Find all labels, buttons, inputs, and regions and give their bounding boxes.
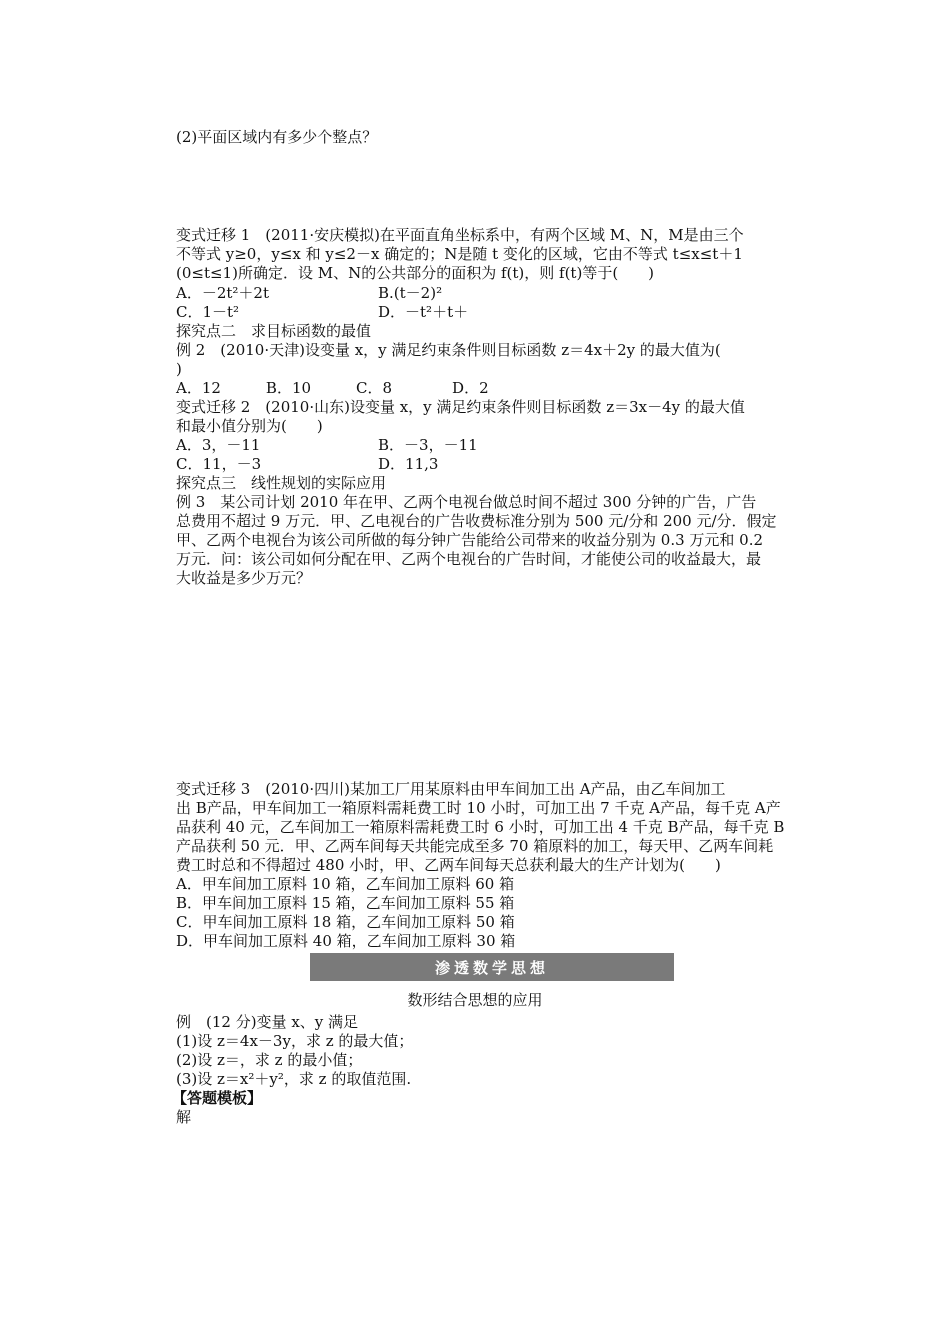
variant3-option-a: A．甲车间加工原料 10 箱，乙车间加工原料 60 箱 bbox=[176, 875, 515, 893]
variant1-option-b: B.(t－2)² bbox=[378, 284, 443, 302]
variant1-option-d: D．－t²＋t＋ bbox=[378, 303, 469, 321]
variant3-option-b: B．甲车间加工原料 15 箱，乙车间加工原料 55 箱 bbox=[176, 894, 515, 912]
variant3-line5: 费工时总和不得超过 480 小时，甲、乙两车间每天总获利最大的生产计划为( ) bbox=[176, 856, 721, 874]
variant3-line3: 品获利 40 元，乙车间加工一箱原料需耗费工时 6 小时，可加工出 4 千克 B产品，每千克 B bbox=[176, 818, 785, 836]
variant2-option-d: D．11,3 bbox=[378, 455, 439, 473]
example2-line2: ) bbox=[176, 360, 182, 378]
example3-line3: 甲、乙两个电视台为该公司所做的每分钟广告能给公司带来的收益分别为 0.3 万元和 0.2 bbox=[176, 531, 764, 549]
example3-line2: 总费用不超过 9 万元．甲、乙电视台的广告收费标准分别为 500 元/分和 200 元/分．假定 bbox=[176, 512, 777, 530]
example3-line5: 大收益是多少万元？ bbox=[176, 569, 312, 587]
variant1-line1: 变式迁移 1 (2011·安庆模拟)在平面直角坐标系中，有两个区域 M、N，M是由三个 bbox=[176, 226, 744, 244]
section-banner bbox=[310, 953, 674, 981]
variant3-option-d: D．甲车间加工原料 40 箱，乙车间加工原料 30 箱 bbox=[176, 932, 516, 950]
variant1-line3: (0≤t≤1)所确定．设 M、N的公共部分的面积为 f(t)，则 f(t)等于( ) bbox=[176, 264, 655, 282]
explore-point-3: 探究点三 线性规划的实际应用 bbox=[176, 474, 387, 492]
question-part-2: (2)平面区域内有多少个整点？ bbox=[176, 128, 378, 146]
variant2-option-b: B．－3，－11 bbox=[378, 436, 478, 454]
example2-line1: 例 2 (2010·天津)设变量 x，y 满足约束条件则目标函数 z＝4x＋2y 的最大值为( bbox=[176, 341, 721, 359]
variant2-option-a: A．3，－11 bbox=[176, 436, 261, 454]
final-example-line3: (2)设 z＝，求 z 的最小值； bbox=[176, 1051, 363, 1069]
final-example-line4: (3)设 z＝x²＋y²，求 z 的取值范围. bbox=[176, 1070, 412, 1088]
variant2-option-c: C．11，－3 bbox=[176, 455, 262, 473]
example2-options: A．12 B．10 C．8 D．2 bbox=[176, 379, 489, 397]
variant3-line4: 产品获利 50 元．甲、乙两车间每天共能完成至多 70 箱原料的加工，每天甲、乙两车间耗 bbox=[176, 837, 774, 855]
variant2-line1: 变式迁移 2 (2010·山东)设变量 x，y 满足约束条件则目标函数 z＝3x－4y 的最大值 bbox=[176, 398, 745, 416]
variant3-line2: 出 B产品，甲车间加工一箱原料需耗费工时 10 小时，可加工出 7 千克 A产品，每千克 A产 bbox=[176, 799, 781, 817]
method-title: 数形结合思想的应用 bbox=[407, 991, 543, 1009]
variant1-option-c: C．1－t² bbox=[176, 303, 240, 321]
answer-template-label: 【答题模板】 bbox=[172, 1089, 263, 1107]
variant3-option-c: C．甲车间加工原料 18 箱，乙车间加工原料 50 箱 bbox=[176, 913, 515, 931]
variant1-line2: 不等式 y≥0，y≤x 和 y≤2－x 确定的；N是随 t 变化的区域，它由不等式 t≤x≤t＋1 bbox=[176, 245, 743, 263]
variant1-option-a: A．－2t²＋2t bbox=[176, 284, 269, 302]
variant2-line2: 和最小值分别为( ) bbox=[176, 417, 323, 435]
example3-line1: 例 3 某公司计划 2010 年在甲、乙两个电视台做总时间不超过 300 分钟的广告，广告 bbox=[176, 493, 757, 511]
section-banner-title: 渗透数学思想 bbox=[434, 958, 549, 977]
final-example-line2: (1)设 z＝4x－3y，求 z 的最大值； bbox=[176, 1032, 414, 1050]
explore-point-2: 探究点二 求目标函数的最值 bbox=[176, 322, 372, 340]
final-example-line1: 例 (12 分)变量 x、y 满足 bbox=[176, 1013, 359, 1031]
variant3-line1: 变式迁移 3 (2010·四川)某加工厂用某原料由甲车间加工出 A产品，由乙车间加工 bbox=[176, 780, 726, 798]
example3-line4: 万元．问：该公司如何分配在甲、乙两个电视台的广告时间，才能使公司的收益最大，最 bbox=[176, 550, 762, 568]
answer-label: 解 bbox=[176, 1108, 192, 1126]
